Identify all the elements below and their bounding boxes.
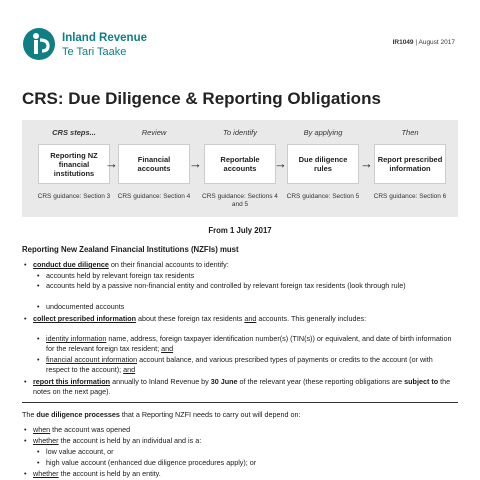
step-head: By applying	[303, 128, 343, 137]
list-item: • accounts held by relevant foreign tax residents	[46, 271, 452, 281]
arrow-right-icon: →	[360, 156, 373, 171]
list-item: • low value account, or	[46, 447, 452, 457]
step-head: Review	[141, 128, 167, 137]
step-guidance: CRS guidance: Section 4	[117, 193, 191, 200]
list-item: • identity information name, address, foreign taxpayer identification number(s) (TIN(s)) or equivalent, and date of birth information for the relevant foreign tax resident; and	[46, 334, 452, 353]
step-guidance: CRS guidance: Section 5	[286, 193, 360, 200]
list-item: • report this information annually to Inland Revenue by 30 June of the relevant year (these reporting obligations are subject to the notes on the next page).	[33, 377, 453, 396]
step-box: Financial accounts	[118, 144, 190, 184]
org-name-maori: Te Tari Taake	[62, 46, 127, 58]
doc-code: IR1049	[392, 39, 414, 46]
step-box: Reportable accounts	[204, 144, 276, 184]
list-item: • whether the account is held by an entity.	[33, 469, 453, 479]
list-item: • collect prescribed information about these foreign tax residents and accounts. This generally includes:	[33, 314, 453, 324]
list-item: • whether the account is held by an individual and is a:	[33, 436, 453, 446]
effective-date: From 1 July 2017	[208, 226, 272, 235]
step-guidance: CRS guidance: Section 6	[373, 193, 447, 200]
ird-logo-icon	[22, 27, 56, 61]
list-item: • accounts held by a passive non-financial entity and controlled by relevant foreign tax residents (look through rule)	[46, 281, 452, 291]
section-subheading: Reporting New Zealand Financial Institutions (NZFIs) must	[22, 245, 239, 254]
step-guidance: CRS guidance: Sections 4 and 5	[202, 193, 278, 208]
doc-date: | August 2017	[415, 39, 455, 46]
divider	[22, 402, 458, 403]
step-head: CRS steps...	[52, 128, 96, 137]
org-name: Inland Revenue	[62, 32, 147, 44]
list-item: • high value account (enhanced due diligence procedures apply); or	[46, 458, 452, 468]
step-box: Report prescribed information	[374, 144, 446, 184]
list-item: • financial account information account balance, and various prescribed types of payments or credits to the account (or with respect to the account); and	[46, 355, 452, 374]
arrow-right-icon: →	[274, 156, 287, 171]
list-item: • conduct due diligence on their financial accounts to identify:	[33, 260, 453, 270]
page-title: CRS: Due Diligence & Reporting Obligations	[22, 89, 381, 108]
list-item: • undocumented accounts	[46, 302, 452, 312]
due-diligence-paragraph: The due diligence processes that a Reporting NZFI needs to carry out will depend on:	[22, 410, 301, 419]
arrow-right-icon: →	[189, 156, 202, 171]
step-guidance: CRS guidance: Section 3	[37, 193, 111, 200]
arrow-right-icon: →	[105, 156, 118, 171]
step-head: To identify	[223, 128, 257, 137]
step-box: Due diligence rules	[287, 144, 359, 184]
step-head: Then	[401, 128, 419, 137]
step-box: Reporting NZ financial institutions	[38, 144, 110, 184]
list-item: • when the account was opened	[33, 425, 453, 435]
doc-reference	[393, 39, 455, 46]
ird-logo	[22, 27, 152, 61]
